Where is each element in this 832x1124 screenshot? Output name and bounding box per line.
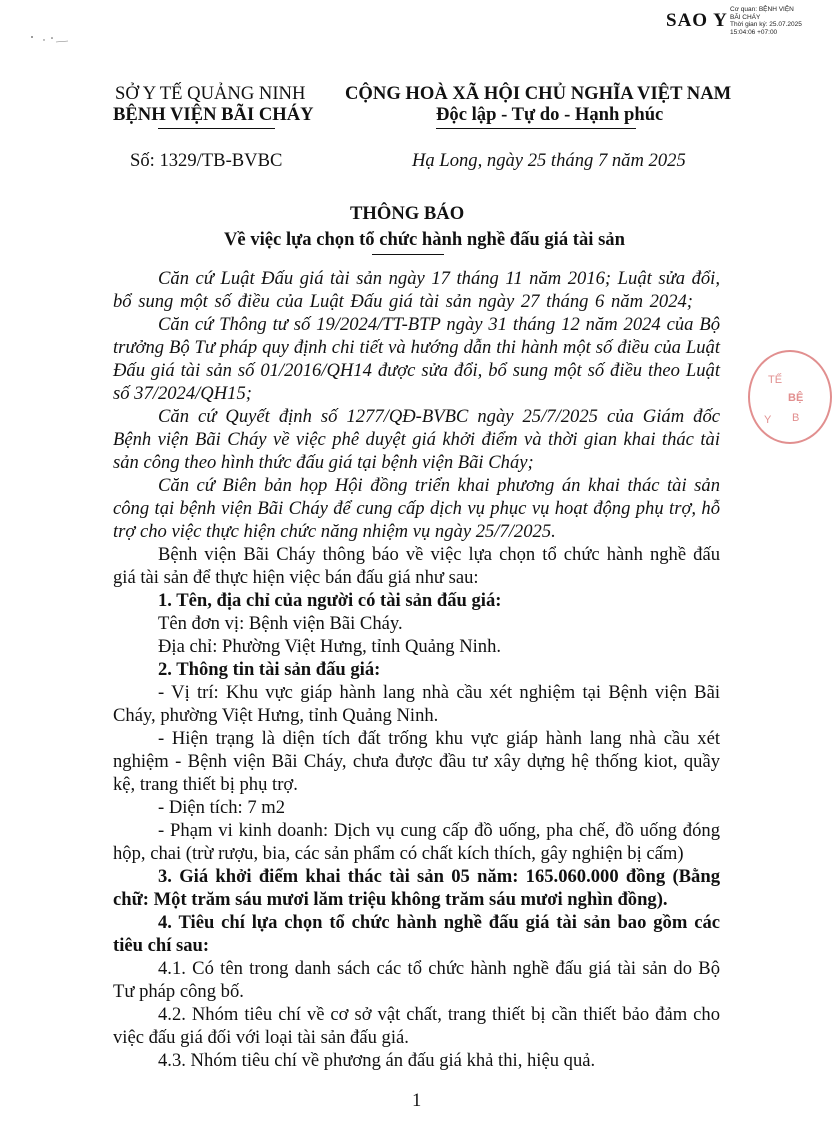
starting-price-line: 3. Giá khởi điểm khai thác tài sản 05 năm: 165.060.000 đồng (Bằng: [158, 866, 720, 887]
intro-line: giá tài sản để thực hiện việc bán đấu giá như sau:: [113, 567, 479, 588]
status-line: kệ, trang thiết bị phụ trợ.: [113, 774, 298, 795]
stamp-text: Y: [764, 414, 772, 426]
intro-line: Bệnh viện Bãi Cháy thông báo về việc lựa chọn tổ chức hành nghề đấu: [158, 544, 720, 565]
basis-line: Căn cứ Luật Đấu giá tài sản ngày 17 tháng 11 năm 2016; Luật sửa đổi,: [158, 268, 720, 289]
section-4-heading: tiêu chí sau:: [113, 935, 210, 956]
section-2-heading: 2. Thông tin tài sản đấu giá:: [158, 659, 381, 680]
copy-label: SAO Y: [666, 10, 728, 31]
basis-line: Căn cứ Thông tư số 19/2024/TT-BTP ngày 31 tháng 12 năm 2024 của Bộ: [158, 314, 720, 335]
stamp-text: B: [792, 412, 800, 424]
signature-line: 15:04:06 +07:00: [730, 28, 778, 36]
area-line: - Diện tích: 7 m2: [158, 797, 286, 818]
stamp-text: BỆ: [788, 392, 804, 404]
basis-line: Căn cứ Biên bản họp Hội đồng triển khai phương án khai thác tài sản: [158, 475, 720, 496]
criterion-line: 4.2. Nhóm tiêu chí về cơ sở vật chất, trang thiết bị cần thiết bảo đảm cho: [158, 1004, 720, 1025]
basis-line: Đấu giá tài sản số 01/2016/QH14 được sửa đổi, bổ sung một số điều theo Luật: [113, 360, 720, 381]
location-line: Cháy, phường Việt Hưng, tỉnh Quảng Ninh.: [113, 705, 439, 726]
page-number: 1: [412, 1090, 422, 1111]
status-line: nghiệm - Bệnh viện Bãi Cháy, chưa được đầu tư xây dựng hệ thống kiot, quầy: [113, 751, 720, 772]
motto-underline: [436, 128, 636, 129]
signature-line: Thời gian ký: 25.07.2025: [730, 21, 802, 28]
basis-line: bổ sung một số điều của Luật Đấu giá tài sản ngày 27 tháng 6 năm 2024;: [113, 291, 693, 312]
criterion-line: 4.1. Có tên trong danh sách các tổ chức hành nghề đấu giá tài sản do Bộ: [158, 958, 720, 979]
criterion-line: việc đấu giá đối với loại tài sản đấu giá.: [113, 1027, 409, 1048]
signature-line: Cơ quan: BỆNH VIỆN: [730, 6, 794, 13]
department-name: SỞ Y TẾ QUẢNG NINH: [115, 83, 306, 104]
basis-line: trưởng Bộ Tư pháp quy định chi tiết và hướng dẫn thi hành một số điều của Luật: [113, 337, 720, 358]
criterion-line: Tư pháp công bố.: [113, 981, 244, 1002]
basis-line: trợ cho việc thực hiện chức năng nhiệm vụ ngày 25/7/2025.: [113, 521, 556, 542]
organization-name: BỆNH VIỆN BÃI CHÁY: [113, 104, 314, 125]
status-line: - Hiện trạng là diện tích đất trống khu vực giáp hành lang nhà cầu xét: [158, 728, 720, 749]
subtitle-underline: [372, 254, 444, 255]
document-title: THÔNG BÁO: [350, 203, 465, 224]
signature-line: BÃI CHÁY: [730, 13, 761, 21]
digital-signature-info: [730, 6, 802, 36]
basis-line: công tại bệnh viện Bãi Cháy để cung cấp dịch vụ phục vụ hoạt động phụ trợ, hỗ: [113, 498, 720, 519]
nation-title: CỘNG HOÀ XÃ HỘI CHỦ NGHĨA VIỆT NAM: [345, 83, 732, 104]
official-stamp: [748, 350, 832, 444]
criterion-line: 4.3. Nhóm tiêu chí về phương án đấu giá khả thi, hiệu quả.: [158, 1050, 596, 1071]
basis-line: sản công theo hình thức đấu giá tại bệnh viện Bãi Cháy;: [113, 452, 534, 473]
document-subtitle: Về việc lựa chọn tổ chức hành nghề đấu giá tài sản: [224, 229, 625, 250]
document-number: Số: 1329/TB-BVBC: [130, 150, 283, 171]
scope-line: - Phạm vi kinh doanh: Dịch vụ cung cấp đồ uống, pha chế, đồ uống đóng: [158, 820, 720, 841]
scan-artifact: [28, 30, 78, 44]
organization-underline: [158, 128, 275, 129]
section-1-heading: 1. Tên, địa chỉ của người có tài sản đấu giá:: [158, 590, 502, 611]
document-date: Hạ Long, ngày 25 tháng 7 năm 2025: [412, 150, 686, 171]
basis-line: Căn cứ Quyết định số 1277/QĐ-BVBC ngày 25/7/2025 của Giám đốc: [158, 406, 720, 427]
basis-line: Bệnh viện Bãi Cháy về việc phê duyệt giá khởi điểm và thời gian khai thác tài: [113, 429, 720, 450]
basis-line: số 37/2024/QH15;: [113, 383, 252, 404]
scope-line: hộp, chai (trừ rượu, bia, các sản phẩm có chất kích thích, gây nghiện bị cấm): [113, 843, 684, 864]
unit-address: Địa chỉ: Phường Việt Hưng, tỉnh Quảng Ninh.: [158, 636, 502, 657]
location-line: - Vị trí: Khu vực giáp hành lang nhà cầu xét nghiệm tại Bệnh viện Bãi: [158, 682, 720, 703]
stamp-text: TẾ: [768, 374, 783, 386]
section-4-heading: 4. Tiêu chí lựa chọn tổ chức hành nghề đấu giá tài sản bao gồm các: [158, 912, 720, 933]
starting-price-line: chữ: Một trăm sáu mươi lăm triệu không trăm sáu mươi nghìn đồng).: [113, 889, 668, 910]
motto: Độc lập - Tự do - Hạnh phúc: [436, 104, 664, 125]
unit-name: Tên đơn vị: Bệnh viện Bãi Cháy.: [158, 613, 403, 634]
